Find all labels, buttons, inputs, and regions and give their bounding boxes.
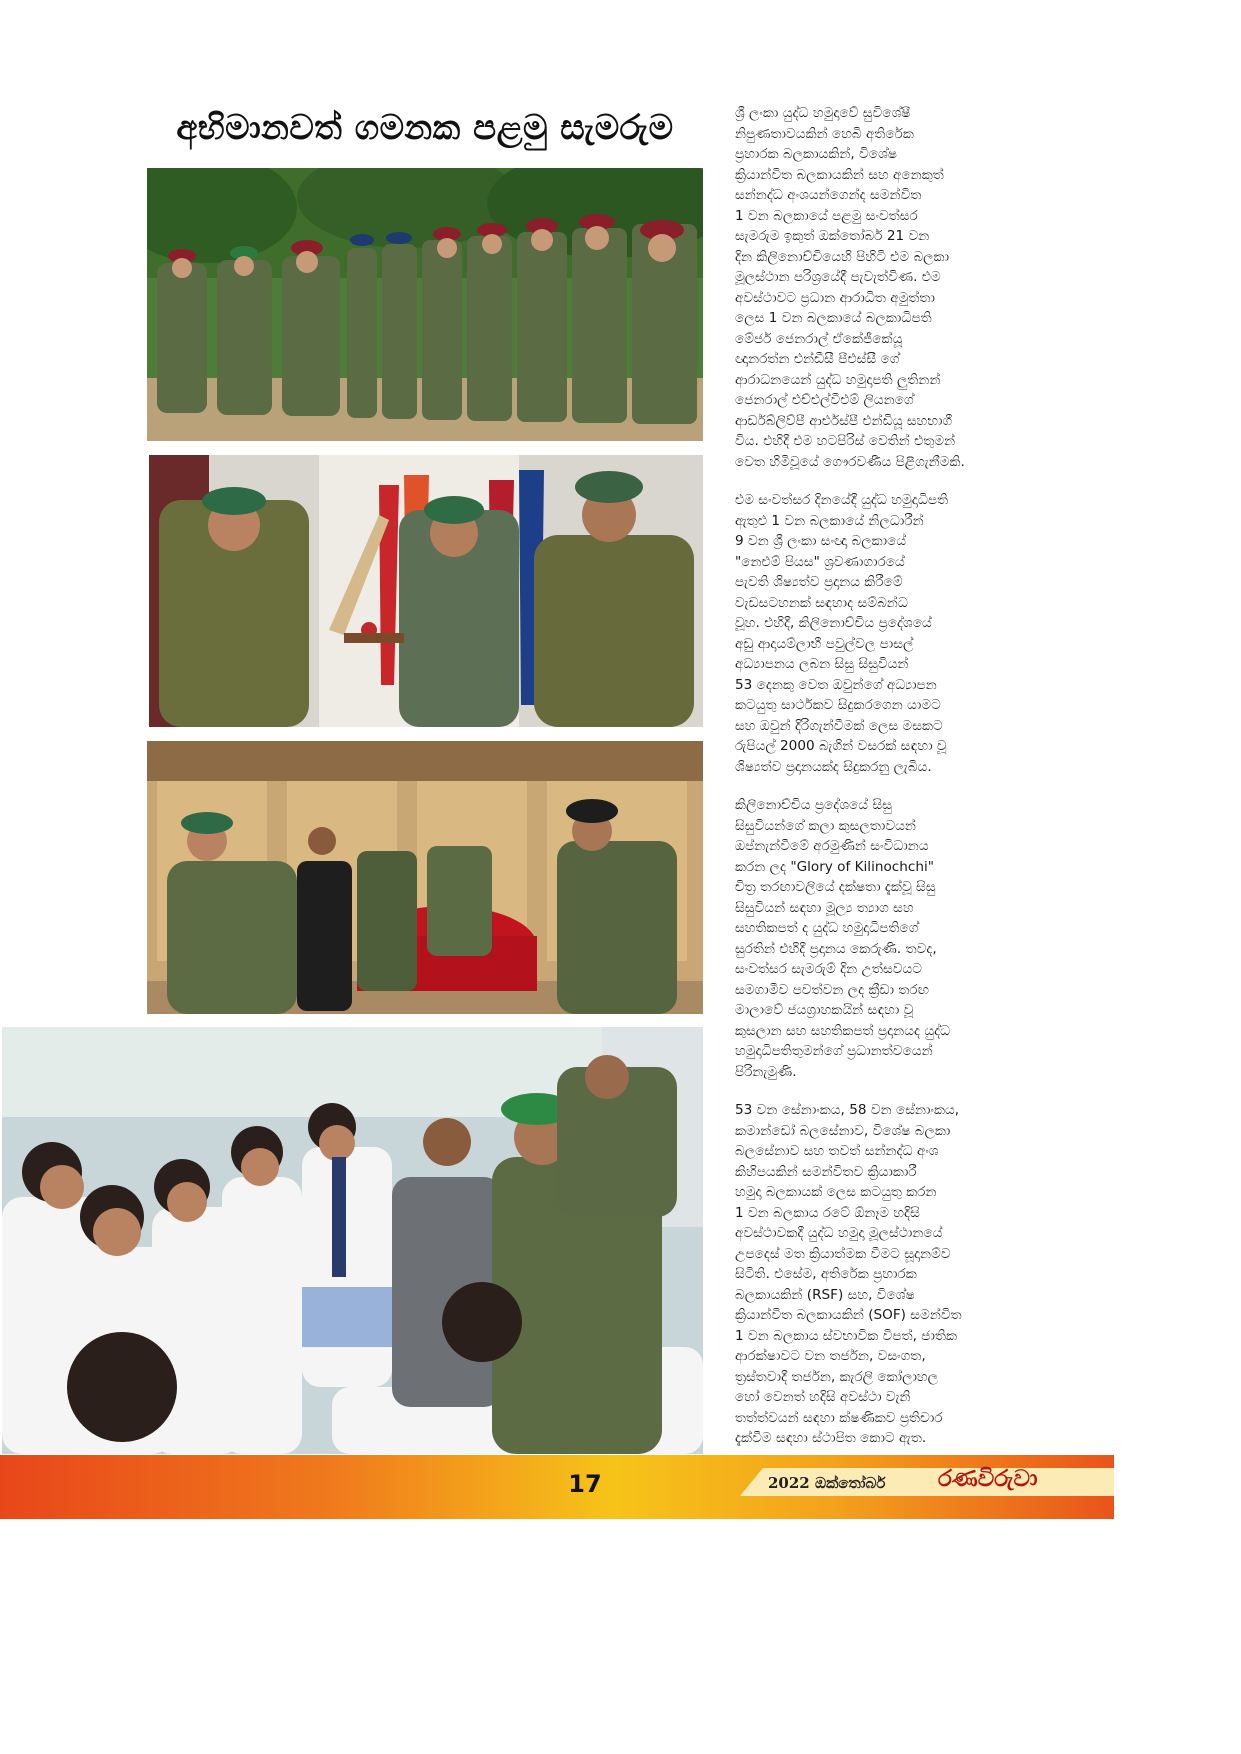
article-paragraph-4: 53 වන සේනාංකය, 58 වන සේනාංකය, කමාන්ඩෝ බලසේනාව, විශේෂ බලකා බලසේනාව සහ තවත් සන්නද්ධ අංශ කිහිපයකින් සමන්විතව ක්‍රියාකාරී හමුදා බලකායක් ලෙස කටයුතු කරන 1 වන බලකාය රටේ ඕනෑම හදිසි අවස්ථාවකදී යුද්ධ හමුදා මූලස්ථානයේ උපදෙස් මත ක්‍රියාත්මක වීමට සූදානම්ව සිටිති. එසේම, අතිරේක ප්‍රහාරක බලකායකින් (RSF) සහ, විශේෂ ක්‍රියාන්විත බලකායකින් (SOF) සමන්විත 1 වන බලකාය ස්වභාවික විපත්, ජාතික ආරක්ෂාවට වන තර්ජන, වසංගත, ත්‍රස්තවාදී තර්ජන, කැරලි කෝලාහල හෝ වෙනත් හදිසි අවස්ථා වැනි තත්ත්වයන් සඳහා ක්ෂණිකව ප්‍රතිචාර දැක්වීම සඳහා ස්ථාපිත කොට ඇත. [735, 1102, 962, 1446]
issue-date: 2022 ඔක්තෝබර් [768, 1474, 886, 1492]
magazine-logo: රණවිරුවා [938, 1466, 1038, 1492]
photo-soldiers-parade [147, 168, 703, 441]
article-headline: අභිමානවත් ගමනක පළමු සැමරුම [176, 108, 674, 148]
page-number: 17 [568, 1470, 602, 1498]
photo-students-meeting [2, 1027, 703, 1454]
article-body [735, 103, 1027, 1467]
article-paragraph-1: ශ්‍රී ලංකා යුද්ධ හමුදාවේ සුවිශේෂී නිපුණතාවයකින් හෙබි අතිරේක ප්‍රහාරක බලකායකින්, විශේෂ ක්‍රියාන්විත බලකායකින් සහ අනෙකුත් සන්නද්ධ අංශයන්ගෙන්ද සමන්විත 1 වන බලකායේ පළමු සංවත්සර සැමරුම ඉකුත් ඔක්තෝබර් 21 වන දින කිලිනොච්චියෙහි පිහිටි එම බලකා මූලස්ථාන පරිශ්‍රයේදී පැවැත්විණ. එම අවස්ථාවට ප්‍රධාන ආරාධිත අමුත්තා ලෙස 1 වන බලකායේ බලකාධිපති මේජර් ජෙනරාල් ඒකේජීකේයූ ඥානරත්න එන්ඩීසී පීඑස්සී ගේ ආරාධනයෙන් යුද්ධ හමුදාපති ලුතිනන් ජෙනරාල් එච්එල්වීඑම් ලියනගේ ආර්ඩබ්ලිව්පී ආර්එස්පී එන්ඩියූ සහභාගී විය. එහිදී එම හටපිරිස් වෙතින් එතුමන් වෙත හිමිවූයේ ගෞරවණීය පිළිගැනීමකි. [735, 105, 965, 470]
article-paragraph-3: කිලිනොච්චිය ප්‍රදේශයේ සිසු සිසුවියන්ගේ කලා කුසලතාවයන් ඔප්නැන්වීමේ අරමුණින් සංවිධානය කරන ලද "Glory of Kilinochchi" චිත්‍ර තරඟාවලියේ දක්ෂතා දැක්වූ සිසු සිසුවියන් සඳහා මූල්‍ය ත්‍යාග සහ සහතිකපත් ද යුද්ධ හමුදාධිපතිගේ සුරතින් එහිදී ප්‍රදානය කෙරුණි. තවද, සංවත්සර සැමරුම් දින උත්සවයට සමගාමීව පවත්වන ලද ක්‍රීඩා තරඟ මාලාවේ ජයග්‍රාහකයින් සඳහා වූ කුසලාන සහ සහතිකපත් ප්‍රදානයද යුද්ධ හමුදාධිපතිතුමන්ගේ ප්‍රධානත්වයෙන් පිරිනැමුණි. [735, 797, 951, 1080]
photo-award-table [147, 741, 703, 1014]
article-paragraph-2: එම සංවත්සර දිනයේදී යුද්ධ හමුදාධිපති ඇතුළු 1 වන බලකායේ නිලධාරීන් 9 වන ශ්‍රී ලංකා සංඥා බලකායේ "නෙළුම් පියස" ශ්‍රවණාගාරයේ පැවති ශිෂ්‍යත්ව ප්‍රදානය කිරීමේ වැඩසටහනක් සඳහාද සම්බන්ධ වූහ. එහිදී, කිලිනොච්චිය ප්‍රදේශයේ අඩු ආදායම්ලාභී පවුල්වල පාසල් අධ්‍යාපනය ලබන සිසු සිසුවියන් 53 දෙනකු වෙත ඔවුන්ගේ අධ්‍යාපන කටයුතු සාර්ථකව සිදුකරගෙන යාමට සහ ඔවුන් දිරිගැන්වීමක් ලෙස මසකට රුපියල් 2000 බැගින් වසරක් සඳහා වූ ශිෂ්‍යත්ව ප්‍රදානයක්ද සිදුකරනු ලැබිය. [735, 492, 949, 775]
photo-bat-presentation [149, 455, 703, 727]
